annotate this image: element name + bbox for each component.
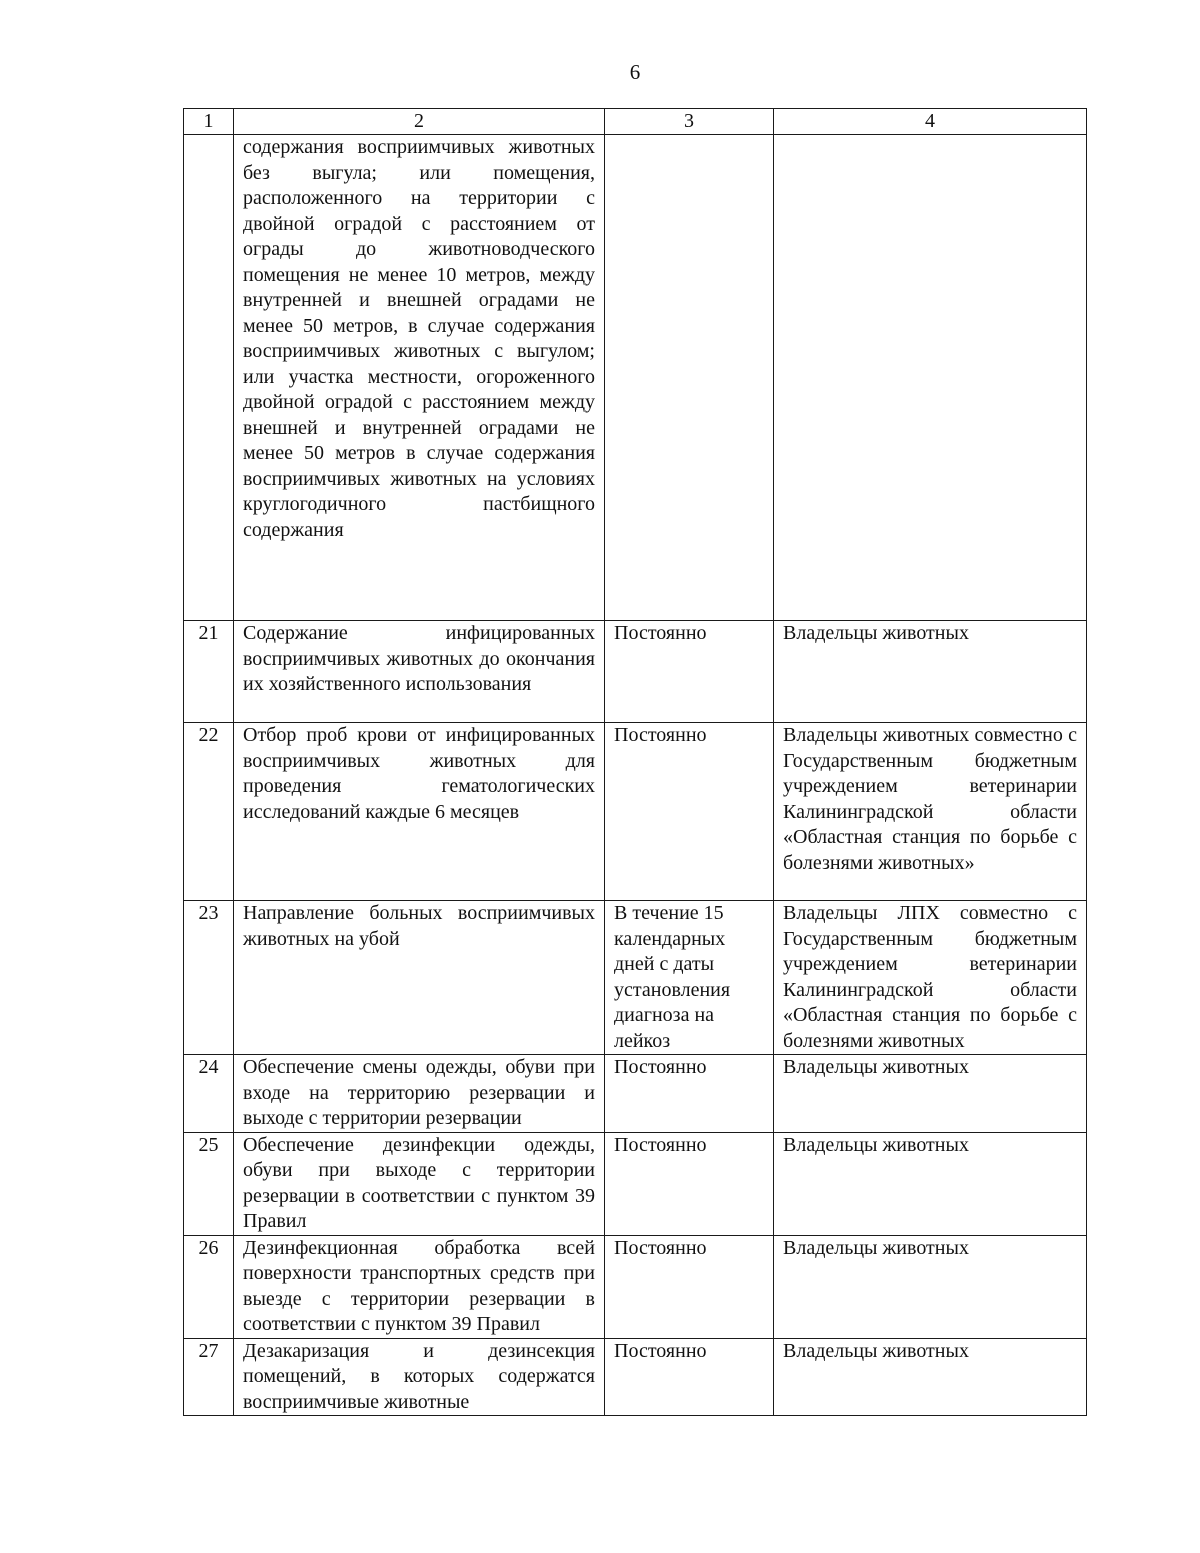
row-number — [184, 135, 234, 621]
measure-cell: Обеспечение дезинфекции одежды, обуви при выходе с территории резервации в соответствии с пунктом 39 Правил — [234, 1132, 605, 1235]
responsible-cell: Владельцы животных — [774, 1132, 1087, 1235]
header-cell-3: 3 — [605, 109, 774, 135]
measure-cell: Отбор проб крови от инфицированных восприимчивых животных для проведения гематологических исследований каждые 6 месяцев — [234, 723, 605, 901]
table-row — [184, 723, 1087, 901]
measure-cell: Содержание инфицированных восприимчивых животных до окончания их хозяйственного использования — [234, 621, 605, 723]
measure-cell: содержания восприимчивых животных без выгула; или помещения, расположенного на территории с двойной оградой с расстоянием от ограды до животноводческого помещения не менее 10 метров, между внутренней и внешней оградами не менее 50 метров, в случае содержания восприимчивых животных с выгулом; или участка местности, огороженного двойной оградой с расстоянием между внешней и внутренней оградами не менее 50 метров в случае содержания восприимчивых животных на условиях круглогодичного пастбищного содержания — [234, 135, 605, 621]
table-row — [184, 135, 1087, 621]
header-cell-4: 4 — [774, 109, 1087, 135]
header-cell-2: 2 — [234, 109, 605, 135]
row-number: 26 — [184, 1235, 234, 1338]
term-cell: Постоянно — [605, 723, 774, 901]
responsible-cell: Владельцы животных совместно с Государственным бюджетным учреждением ветеринарии Калининградской области «Областная станция по борьбе с болезнями животных» — [774, 723, 1087, 901]
term-cell: Постоянно — [605, 1338, 774, 1416]
table-row — [184, 1235, 1087, 1338]
measure-cell: Дезинфекционная обработка всей поверхности транспортных средств при выезде с территории резервации в соответствии с пунктом 39 Правил — [234, 1235, 605, 1338]
row-number: 21 — [184, 621, 234, 723]
measure-cell: Дезакаризация и дезинсекция помещений, в которых содержатся восприимчивые животные — [234, 1338, 605, 1416]
term-cell: В течение 15 календарных дней с даты установления диагноза на лейкоз — [605, 901, 774, 1055]
page-number: 6 — [629, 60, 641, 84]
responsible-cell: Владельцы животных — [774, 1055, 1087, 1133]
responsible-cell: Владельцы животных — [774, 1338, 1087, 1416]
measures-table — [183, 108, 1087, 1416]
table-row — [184, 621, 1087, 723]
header-cell-1: 1 — [184, 109, 234, 135]
responsible-cell: Владельцы ЛПХ совместно с Государственным бюджетным учреждением ветеринарии Калининградской области «Областная станция по борьбе с болезнями животных — [774, 901, 1087, 1055]
row-number: 25 — [184, 1132, 234, 1235]
row-number: 22 — [184, 723, 234, 901]
responsible-cell — [774, 135, 1087, 621]
measure-cell: Обеспечение смены одежды, обуви при входе на территорию резервации и выходе с территории резервации — [234, 1055, 605, 1133]
term-cell — [605, 135, 774, 621]
row-number: 23 — [184, 901, 234, 1055]
term-cell: Постоянно — [605, 621, 774, 723]
measure-cell: Направление больных восприимчивых животных на убой — [234, 901, 605, 1055]
term-cell: Постоянно — [605, 1055, 774, 1133]
table-header-row — [184, 109, 1087, 135]
row-number: 27 — [184, 1338, 234, 1416]
term-cell: Постоянно — [605, 1235, 774, 1338]
table-row — [184, 1338, 1087, 1416]
table-row — [184, 1055, 1087, 1133]
table-row — [184, 1132, 1087, 1235]
table-row — [184, 901, 1087, 1055]
term-cell: Постоянно — [605, 1132, 774, 1235]
row-number: 24 — [184, 1055, 234, 1133]
responsible-cell: Владельцы животных — [774, 1235, 1087, 1338]
responsible-cell: Владельцы животных — [774, 621, 1087, 723]
